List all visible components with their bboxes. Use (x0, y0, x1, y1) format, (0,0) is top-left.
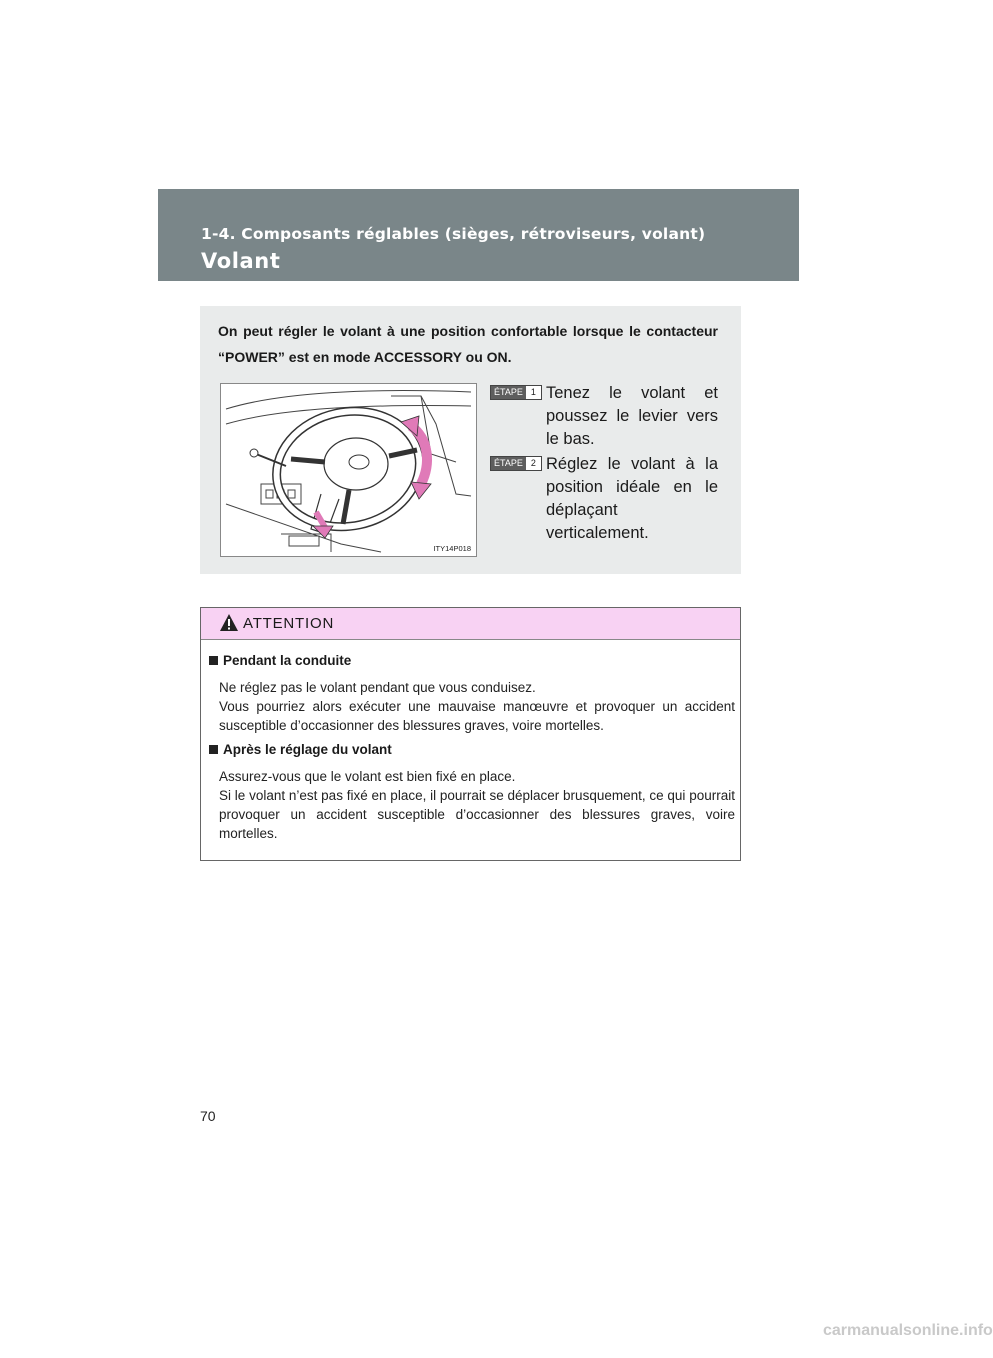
step-number: 1 (526, 386, 541, 399)
warning-line: Assurez-vous que le volant est bien fixé en place. (219, 769, 516, 784)
step-text: Tenez le volant et poussez le levier vers le bas. (546, 384, 718, 448)
bullet-square-icon (209, 745, 218, 754)
section-header (158, 189, 799, 281)
warning-header (201, 608, 740, 640)
steering-wheel-illustration (220, 383, 477, 557)
figure-code: ITY14P018 (433, 544, 471, 553)
warning-line: Si le volant n’est pas fixé en place, il pourrait se déplacer brusquement, ce qui pourrait provoquer un accident susceptible d’occasionner des blessures graves, voire mortelles. (219, 788, 735, 841)
step-label: ÉTAPE (491, 457, 526, 470)
intro-text: On peut régler le volant à une position confortable lorsque le contacteur “POWER” est en mode ACCESSORY ou ON. (218, 323, 718, 365)
step-number: 2 (526, 457, 541, 470)
steering-wheel-drawing (221, 384, 476, 556)
warning-body (219, 678, 735, 735)
warning-heading (209, 740, 735, 760)
warning-heading-text: Après le réglage du volant (223, 742, 392, 757)
step-badge (490, 456, 542, 471)
warning-section-driving (209, 651, 735, 735)
warning-body (219, 767, 735, 843)
warning-triangle-icon (219, 613, 239, 632)
page-number: 70 (200, 1108, 216, 1124)
warning-heading-text: Pendant la conduite (223, 653, 352, 668)
warning-label: ATTENTION (243, 615, 335, 632)
section-title: 1-4. Composants réglables (sièges, rétroviseurs, volant) (201, 225, 706, 243)
step-label: ÉTAPE (491, 386, 526, 399)
page-title: Volant (201, 249, 281, 273)
step-badge (490, 385, 542, 400)
intro-box (200, 306, 741, 574)
warning-box (200, 607, 741, 861)
warning-heading (209, 651, 735, 671)
bullet-square-icon (209, 656, 218, 665)
warning-line: Vous pourriez alors exécuter une mauvaise manœuvre et provoquer un accident susceptible d’occasionner des blessures graves, voire mortelles. (219, 699, 735, 733)
footer-watermark[interactable]: carmanualsonline.info (823, 1322, 993, 1339)
warning-section-after-adjust (209, 740, 735, 843)
warning-line: Ne réglez pas le volant pendant que vous conduisez. (219, 680, 536, 695)
step-text: Réglez le volant à la position idéale en le déplaçant verticalement. (546, 455, 718, 542)
